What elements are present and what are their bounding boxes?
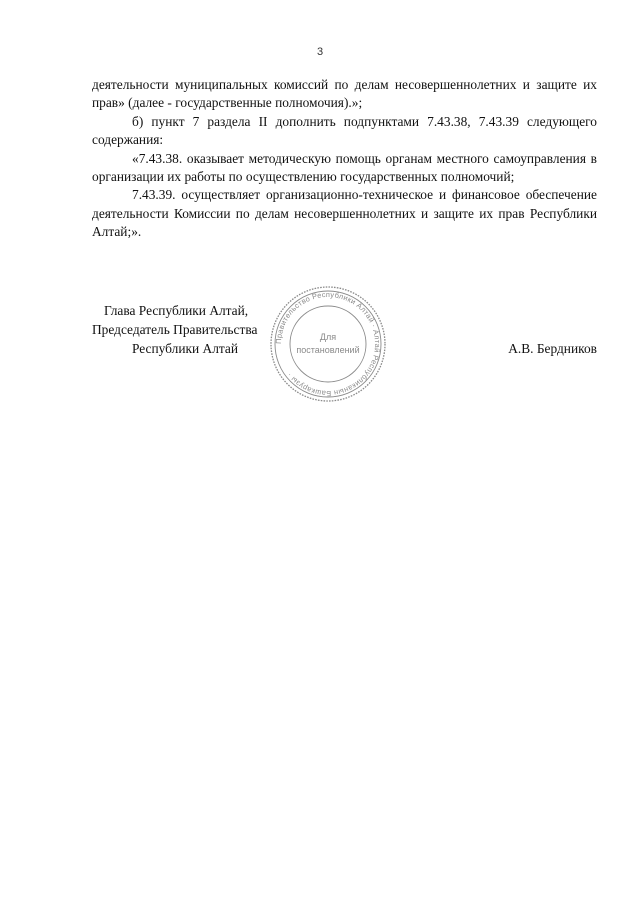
paragraph-4: 7.43.39. осуществляет организационно-техническое и финансовое обеспечение деятельности Комиссии по делам несовершеннолетних и защите их прав Республики Алтай;». — [92, 187, 597, 240]
signatory-title-line-1: Глава Республики Алтай, — [104, 303, 249, 318]
page-number: 3 — [316, 46, 324, 58]
paragraph-1: деятельности муниципальных комиссий по делам несовершеннолетних и защите их прав» (далее - государственные полномочия).»; — [92, 77, 597, 111]
official-seal-stamp — [268, 284, 388, 404]
signatory-title-line-3: Республики Алтай — [132, 341, 239, 356]
signatory-title-line-2: Председатель Правительства — [92, 322, 258, 337]
document-body — [92, 76, 597, 242]
seal-icon — [268, 284, 388, 404]
paragraph-2: б) пункт 7 раздела II дополнить подпунктами 7.43.38, 7.43.39 следующего содержания: — [92, 113, 597, 148]
paragraph-3: «7.43.38. оказывает методическую помощь органам местного самоуправления в организации их работы по осуществлению государственных полномочий; — [92, 150, 597, 185]
seal-center-line-2: постановлений — [296, 345, 360, 355]
signatory-name: А.В. Бердников — [508, 341, 597, 356]
seal-center-line-1: Для — [319, 332, 337, 342]
seal-outer-text: Правительство Республики Алтай · Алтай Республиканын Башкарузы · — [273, 289, 383, 399]
